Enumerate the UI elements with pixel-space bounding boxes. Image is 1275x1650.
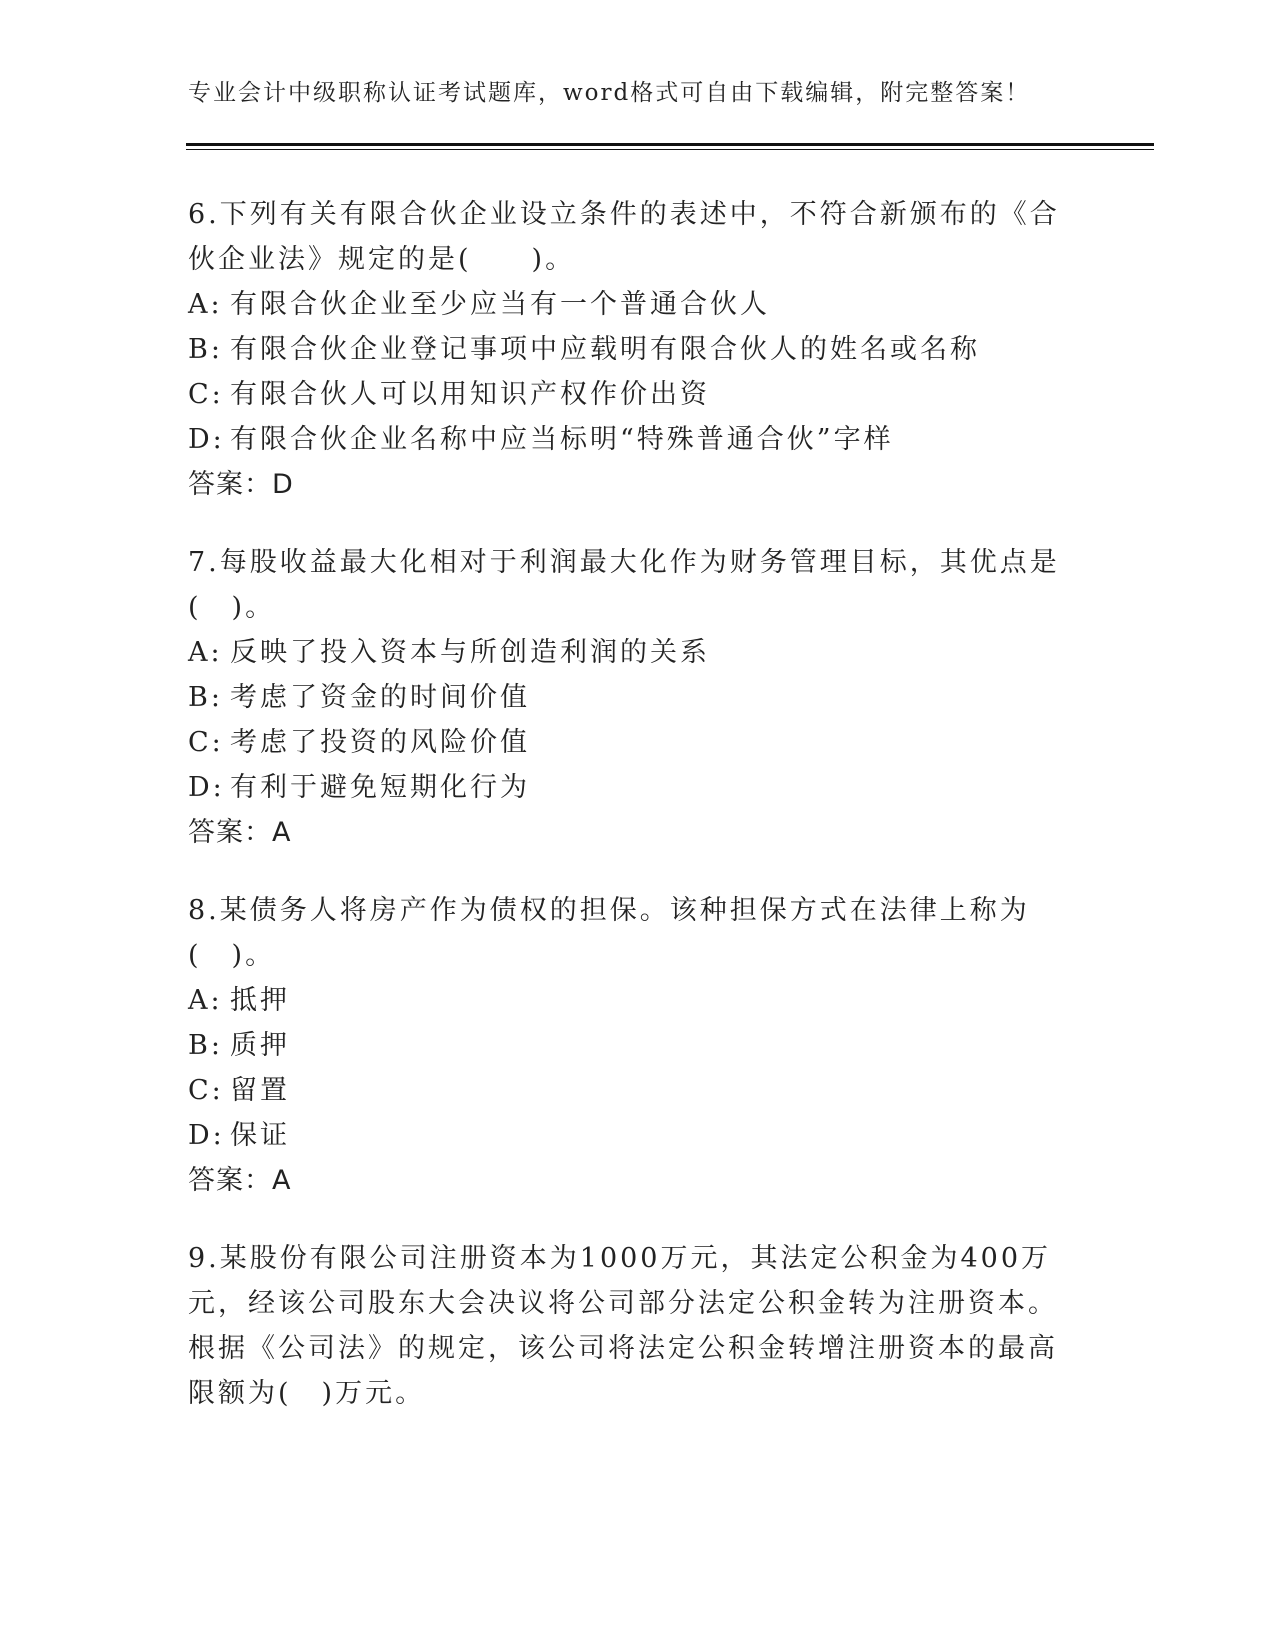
option-text: 保证: [230, 1120, 290, 1151]
option-letter: D:: [188, 1120, 225, 1151]
option-d: [188, 1113, 1068, 1158]
option-text: 反映了投入资本与所创造利润的关系: [230, 637, 710, 668]
option-d: [188, 765, 1068, 810]
option-letter: B:: [188, 682, 223, 713]
option-text: 有限合伙企业至少应当有一个普通合伙人: [230, 289, 770, 320]
option-a: [188, 978, 1068, 1023]
option-letter: C:: [188, 727, 224, 758]
question-8: [188, 888, 1068, 1203]
option-text: 考虑了资金的时间价值: [230, 682, 530, 713]
option-c: [188, 372, 1068, 417]
option-c: [188, 1068, 1068, 1113]
option-a: [188, 630, 1068, 675]
page-header-text: 专业会计中级职称认证考试题库，word格式可自由下载编辑，附完整答案！: [188, 80, 1031, 106]
option-letter: A:: [188, 289, 223, 320]
option-c: [188, 720, 1068, 765]
option-text: 抵押: [230, 985, 290, 1016]
option-letter: B:: [188, 1030, 223, 1061]
option-text: 有限合伙人可以用知识产权作价出资: [230, 379, 710, 410]
option-text: 质押: [230, 1030, 290, 1061]
answer-label: 答案：D: [188, 469, 294, 500]
question-stem: 8.某债务人将房产作为债权的担保。该种担保方式在法律上称为( )。: [188, 895, 1030, 971]
option-a: [188, 282, 1068, 327]
option-letter: D:: [188, 424, 225, 455]
answer-label: 答案：A: [188, 817, 292, 848]
header-divider: [186, 143, 1154, 150]
option-text: 留置: [230, 1075, 290, 1106]
option-text: 有限合伙企业名称中应当标明“特殊普通合伙”字样: [230, 424, 894, 455]
question-7: [188, 540, 1068, 855]
question-6: [188, 192, 1068, 507]
option-text: 有限合伙企业登记事项中应载明有限合伙人的姓名或名称: [230, 334, 980, 365]
option-letter: A:: [188, 637, 223, 668]
option-text: 有利于避免短期化行为: [230, 772, 530, 803]
question-stem: 9.某股份有限公司注册资本为1000万元，其法定公积金为400万元，经该公司股东大会决议将公司部分法定公积金转为注册资本。根据《公司法》的规定，该公司将法定公积金转增注册资本的最高限额为( )万元。: [188, 1243, 1058, 1409]
question-9: [188, 1236, 1068, 1416]
option-b: [188, 675, 1068, 720]
option-b: [188, 1023, 1068, 1068]
answer-label: 答案：A: [188, 1165, 292, 1196]
option-letter: A:: [188, 985, 223, 1016]
option-b: [188, 327, 1068, 372]
option-letter: D:: [188, 772, 225, 803]
option-letter: C:: [188, 1075, 224, 1106]
option-d: [188, 417, 1068, 462]
option-letter: B:: [188, 334, 223, 365]
option-text: 考虑了投资的风险价值: [230, 727, 530, 758]
question-stem: 6.下列有关有限合伙企业设立条件的表述中，不符合新颁布的《合伙企业法》规定的是( )。: [188, 199, 1060, 275]
question-stem: 7.每股收益最大化相对于利润最大化作为财务管理目标，其优点是( )。: [188, 547, 1060, 623]
option-letter: C:: [188, 379, 224, 410]
